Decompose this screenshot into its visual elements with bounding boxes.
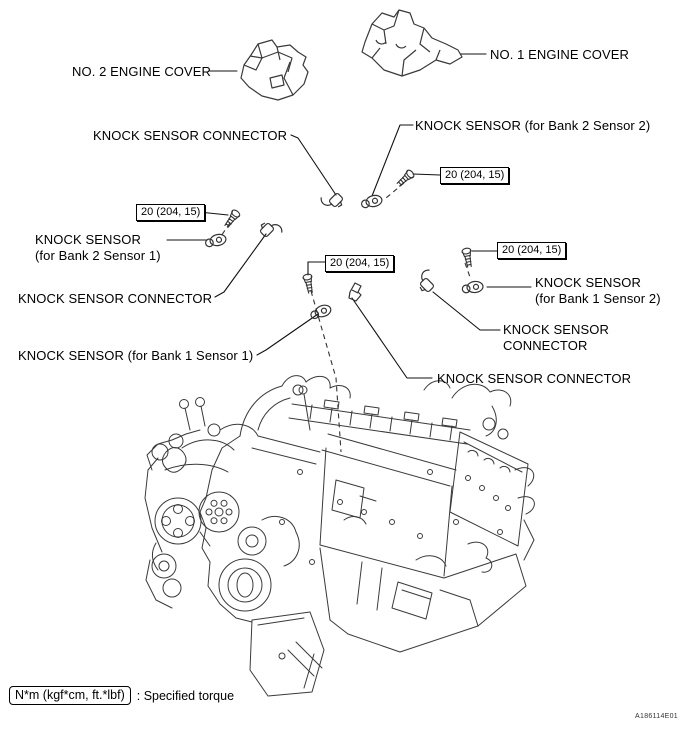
knock-sensor-connector-right-part [413, 268, 439, 294]
knock-sensor-connector-left-part [257, 216, 283, 242]
label-line: KNOCK SENSOR [535, 275, 641, 290]
label-knock-sensor-connector-bottom: KNOCK SENSOR CONNECTOR [437, 371, 632, 386]
torque-legend-description: : Specified torque [136, 688, 235, 703]
label-knock-sensor-bank2-sensor2: KNOCK SENSOR (for Bank 2 Sensor 2) [415, 118, 651, 133]
label-knock-sensor-bank1-sensor1: KNOCK SENSOR (for Bank 1 Sensor 1) [18, 348, 254, 363]
label-knock-sensor-bank1-sensor2 [535, 275, 661, 306]
torque-spec-bank1-sensor1: 20 (204, 15) [325, 255, 394, 272]
label-knock-sensor-connector-right [503, 322, 609, 353]
torque-spec-bank1-sensor2: 20 (204, 15) [497, 242, 566, 259]
knock-sensor-bank1-sensor1-part [309, 303, 332, 320]
torque-legend [9, 686, 234, 705]
torque-spec-bank2-sensor2: 20 (204, 15) [440, 167, 509, 184]
label-line: KNOCK SENSOR [503, 322, 609, 337]
label-knock-sensor-connector-top: KNOCK SENSOR CONNECTOR [93, 128, 288, 143]
label-knock-sensor-bank2-sensor1 [35, 232, 161, 263]
no1-engine-cover-drawing [362, 10, 462, 76]
label-line: (for Bank 1 Sensor 2) [535, 290, 661, 306]
no2-engine-cover-drawing [241, 40, 308, 100]
figure-code: A186114E01 [635, 713, 678, 720]
label-line: KNOCK SENSOR [35, 232, 141, 247]
bolt-bank1-sensor1 [302, 273, 314, 293]
torque-unit-box: N*m (kgf*cm, ft.*lbf) [9, 686, 131, 705]
label-line: CONNECTOR [503, 337, 588, 353]
bolt-bank2-sensor1 [223, 209, 241, 229]
label-line: (for Bank 2 Sensor 1) [35, 247, 161, 263]
label-no2-engine-cover: NO. 2 ENGINE COVER [72, 64, 212, 79]
bolt-bank2-sensor2 [395, 169, 415, 188]
engine-illustration [145, 376, 534, 696]
knock-sensor-bank1-sensor2-part [462, 281, 484, 294]
label-knock-sensor-connector-left: KNOCK SENSOR CONNECTOR [18, 291, 213, 306]
knock-sensor-connector-bottom-part [349, 283, 361, 301]
knock-sensor-bank2-sensor2-part [360, 194, 383, 209]
knock-sensor-bank2-sensor1-part [204, 233, 227, 248]
torque-spec-bank2-sensor1: 20 (204, 15) [136, 204, 205, 221]
knock-sensor-connector-top-part [319, 187, 345, 213]
label-no1-engine-cover: NO. 1 ENGINE COVER [490, 47, 630, 62]
leader-lines [167, 54, 531, 378]
